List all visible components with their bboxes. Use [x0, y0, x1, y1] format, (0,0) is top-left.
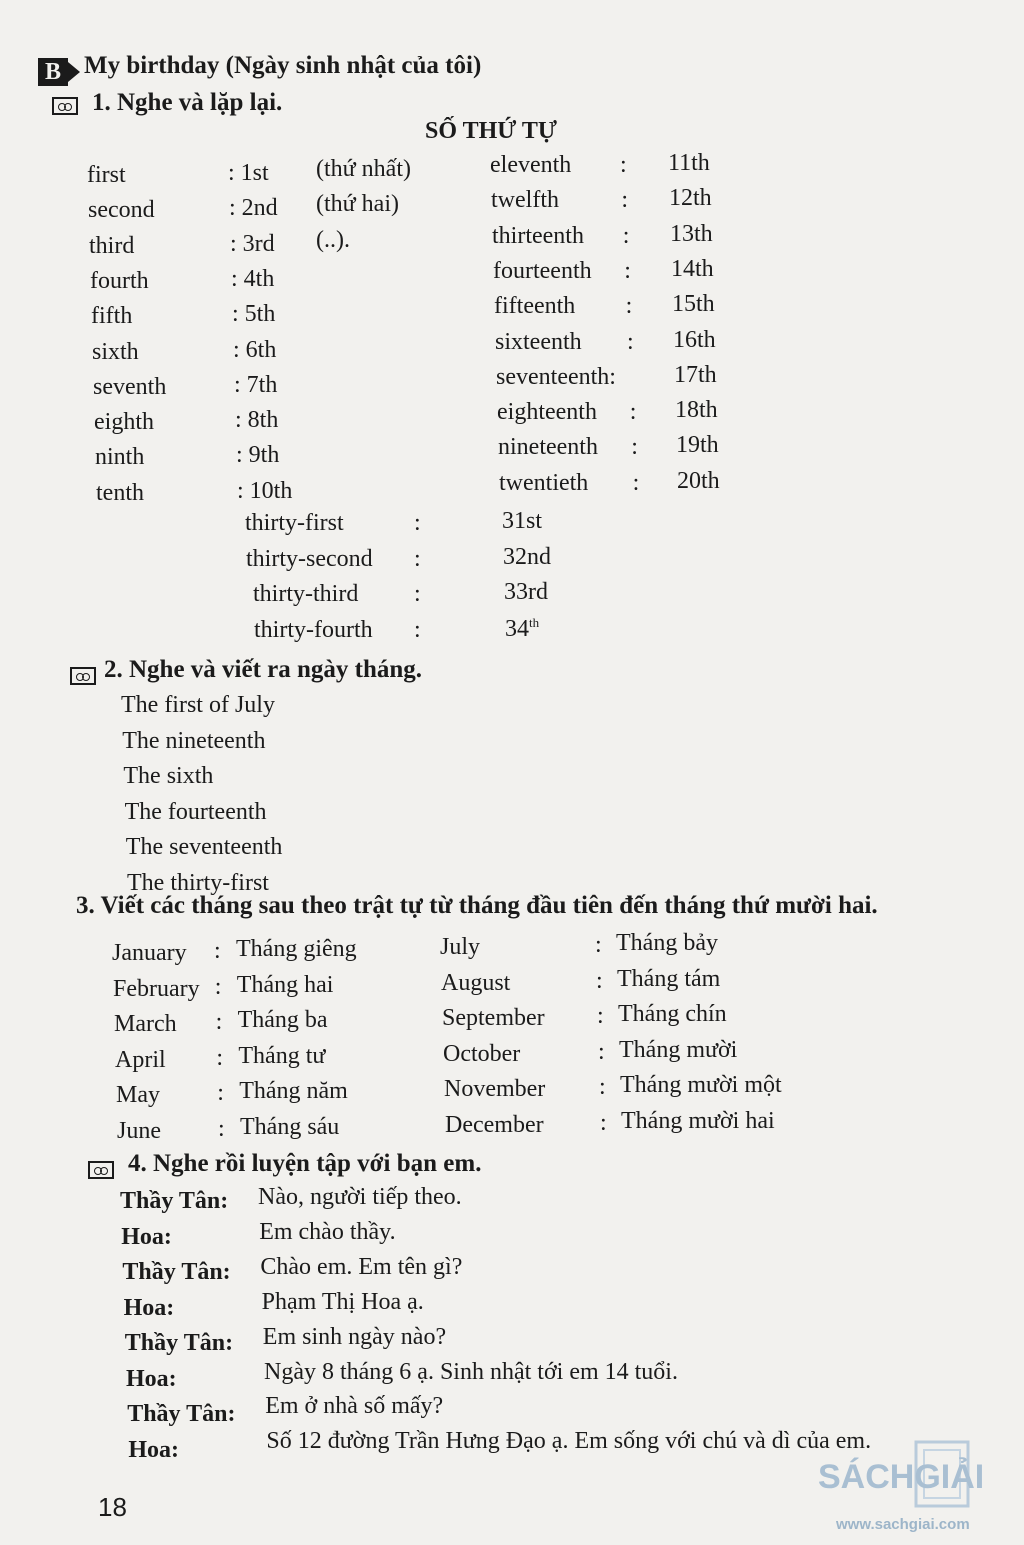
ordinal-colon: : [620, 152, 627, 178]
ordinal-abbr: 13th [670, 220, 713, 247]
month-colon: : [600, 1109, 607, 1136]
ordinal-word: twelfth [491, 187, 559, 214]
ordinal-word: sixteenth [495, 328, 582, 355]
ordinal-colon: : [414, 581, 421, 607]
ordinal-word: tenth [96, 479, 144, 506]
dialogue-speaker: Hoa: [128, 1436, 180, 1463]
ordinal-abbr: 15th [672, 291, 715, 318]
ordinal-abbr: : 1st [228, 160, 269, 186]
ordinal-abbr: 17th [674, 361, 717, 388]
dialogue-line: Ngày 8 tháng 6 ạ. Sinh nhật tới em 14 tuổi. [264, 1358, 678, 1385]
cassette-tape-icon [88, 1161, 114, 1179]
ordinal-abbr: : 3rd [230, 230, 275, 257]
month-en: September [442, 1005, 545, 1031]
ordinal-word: eighth [94, 409, 154, 436]
ordinal-abbr: : 8th [235, 407, 279, 434]
section-arrow-icon [68, 62, 80, 82]
ordinal-abbr: : 10th [237, 477, 293, 504]
ordinal-word: fourteenth [493, 257, 592, 284]
month-colon: : [599, 1074, 606, 1100]
ordinal-word: sixth [92, 338, 139, 365]
month-colon: : [595, 932, 602, 958]
dialogue-line: Nào, người tiếp theo. [258, 1184, 462, 1210]
watermark-url: www.sachgiai.com [836, 1516, 970, 1533]
month-vi: Tháng mười một [620, 1072, 782, 1098]
ordinal-word: thirteenth [492, 222, 584, 249]
month-colon: : [216, 1044, 224, 1071]
ordinal-word: thirty-fourth [254, 616, 373, 643]
dialogue-speaker: Hoa: [126, 1365, 177, 1392]
month-vi: Tháng chín [618, 1001, 727, 1027]
month-en: December [445, 1111, 544, 1138]
month-vi: Tháng tám [617, 965, 721, 992]
ordinal-note: (thứ hai) [316, 191, 399, 218]
ordinal-abbr: 12th [669, 185, 712, 212]
month-vi: Tháng ba [237, 1007, 328, 1033]
dialogue-line: Chào em. Em tên gì? [260, 1253, 463, 1280]
month-en: August [441, 969, 511, 996]
ordinal-word: thirty-first [245, 510, 344, 536]
ordinal-word: fourth [90, 267, 149, 294]
dialogue-speaker: Thầy Tân: [124, 1330, 234, 1356]
ordinal-abbr: : 6th [233, 336, 277, 363]
month-vi: Tháng sáu [240, 1113, 340, 1140]
ordinal-colon: : [629, 399, 637, 426]
ordinal-word: eighteenth [497, 399, 597, 426]
month-colon: : [215, 1009, 223, 1035]
month-colon: : [598, 1038, 605, 1065]
month-colon: : [218, 1115, 225, 1142]
ordinal-word: seventeenth: [496, 363, 616, 390]
month-en: July [440, 934, 481, 960]
ordinal-word: seventh [93, 373, 167, 400]
ordinal-abbr: 32nd [503, 543, 551, 570]
month-colon: : [596, 967, 603, 994]
date-item: The seventeenth [125, 834, 283, 860]
ordinal-abbr: 18th [675, 397, 718, 424]
ordinal-colon: : [632, 469, 640, 496]
ordinal-colon: : [624, 257, 631, 284]
month-vi: Tháng hai [236, 971, 334, 998]
date-item: The first of July [121, 692, 275, 718]
ordinal-abbr: 14th [671, 255, 714, 282]
ordinal-abbr: : 2nd [229, 195, 278, 222]
month-en: June [117, 1117, 161, 1144]
ordinal-note: (..). [316, 226, 350, 253]
month-en: February [113, 975, 200, 1002]
dialogue-line: Em ở nhà số mấy? [265, 1393, 444, 1420]
month-en: May [116, 1082, 160, 1108]
dialogue-line: Phạm Thị Hoa ạ. [261, 1288, 424, 1315]
dialogue-speaker: Thầy Tân: [120, 1188, 229, 1214]
month-vi: Tháng bảy [616, 930, 718, 956]
month-vi: Tháng tư [238, 1042, 326, 1069]
dialogue-line: Em chào thầy. [259, 1218, 396, 1245]
watermark-brand: SÁCHGIẢI [818, 1458, 985, 1496]
ordinal-word: thirty-second [246, 545, 373, 572]
month-en: November [444, 1076, 546, 1102]
ordinal-abbr: 20th [677, 467, 720, 494]
ordinal-abbr: 16th [673, 326, 716, 353]
month-colon: : [214, 938, 221, 964]
ordinal-word: second [88, 197, 155, 224]
ordinal-word: thirty-third [253, 581, 359, 607]
exercise-2-title: 2. Nghe và viết ra ngày tháng. [104, 656, 423, 683]
ordinal-word: fifth [91, 303, 133, 330]
ordinal-word: first [87, 162, 126, 188]
ordinal-abbr: 33rd [504, 579, 548, 605]
cassette-tape-icon [52, 97, 78, 115]
ordinal-colon: : [414, 545, 421, 572]
ordinal-abbr: : 7th [234, 371, 278, 398]
date-item: The thirty-first [127, 869, 269, 896]
ordinal-abbr: 19th [676, 432, 719, 459]
dialogue-speaker: Hoa: [123, 1294, 175, 1321]
month-colon: : [214, 973, 222, 1000]
exercise-4-title: 4. Nghe rồi luyện tập với bạn em. [128, 1150, 482, 1177]
ordinal-word: third [89, 232, 135, 259]
ordinal-word: fifteenth [494, 293, 576, 320]
month-vi: Tháng năm [239, 1078, 348, 1104]
ordinal-word: twentieth [499, 469, 589, 496]
ordinal-colon: : [622, 222, 630, 249]
month-en: October [443, 1040, 521, 1067]
dialogue-speaker: Thầy Tân: [127, 1401, 236, 1427]
ordinal-abbr: : 9th [236, 442, 280, 469]
month-en: April [115, 1046, 166, 1073]
month-vi: Tháng mười hai [621, 1107, 775, 1134]
ordinal-colon: : [627, 328, 634, 355]
ordinal-abbr: 31st [502, 508, 543, 534]
month-vi: Tháng giêng [236, 936, 357, 962]
ordinal-abbr: : 4th [231, 265, 275, 292]
ordinal-colon: : [625, 293, 633, 320]
ordinal-colon: : [414, 510, 421, 536]
month-en: March [114, 1011, 177, 1037]
ordinal-abbr: 34th [505, 614, 540, 642]
dialogue-line: Em sinh ngày nào? [262, 1323, 447, 1350]
dialogue-speaker: Thầy Tân: [122, 1259, 231, 1285]
section-title: My birthday (Ngày sinh nhật của tôi) [84, 52, 482, 79]
month-colon: : [597, 1003, 604, 1029]
exercise-3-title: 3. Viết các tháng sau theo trật tự từ tháng đầu tiên đến tháng thứ mười hai. [76, 892, 878, 919]
dialogue-speaker: Hoa: [121, 1223, 172, 1250]
ordinal-note: (thứ nhất) [316, 156, 411, 182]
date-item: The sixth [123, 763, 214, 789]
ordinal-suffix: th [529, 614, 540, 630]
ordinal-heading: SỐ THỨ TỰ [425, 118, 558, 144]
section-b-marker-icon: B [38, 58, 68, 86]
exercise-1-title: 1. Nghe và lặp lại. [92, 89, 283, 116]
ordinal-word: eleventh [490, 152, 572, 178]
ordinal-colon: : [631, 434, 638, 461]
ordinal-word: nineteenth [498, 434, 598, 461]
ordinal-colon: : [621, 187, 629, 214]
date-item: The nineteenth [122, 727, 266, 754]
ordinal-abbr: 11th [668, 150, 710, 176]
month-vi: Tháng mười [619, 1036, 738, 1063]
month-en: January [112, 940, 187, 966]
ordinal-colon: : [414, 616, 421, 643]
date-item: The fourteenth [124, 798, 267, 825]
month-colon: : [217, 1080, 224, 1106]
ordinal-word: ninth [95, 444, 145, 471]
dialogue-line: Số 12 đường Trần Hưng Đạo ạ. Em sống với chú và dì của em. [266, 1428, 872, 1455]
ordinal-abbr: : 5th [232, 301, 276, 328]
page-number: 18 [98, 1492, 127, 1522]
cassette-tape-icon [70, 667, 96, 685]
